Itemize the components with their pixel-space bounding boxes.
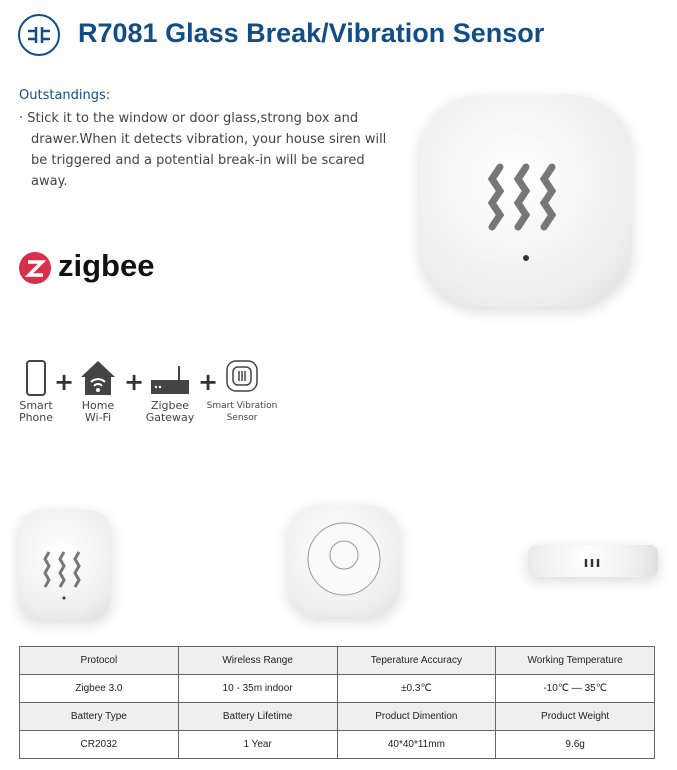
table-row <box>20 675 655 703</box>
sensor-image-back <box>288 505 400 617</box>
plus-icon: + <box>124 368 145 396</box>
table-row <box>20 731 655 759</box>
sensor-icon <box>226 360 258 396</box>
sensor-image-main <box>420 95 632 307</box>
table-row <box>20 647 655 675</box>
table-header: Product Weight <box>496 703 655 731</box>
table-header: Battery Lifetime <box>178 703 337 731</box>
page-title: R7081 Glass Break/Vibration Sensor <box>78 18 545 48</box>
sensor-image-side <box>528 545 658 577</box>
label-smart-phone: Smart Phone <box>18 399 54 424</box>
table-cell: ±0.3℃ <box>337 675 496 703</box>
table-header: Working Temperature <box>496 647 655 675</box>
table-cell: 10 - 35m indoor <box>178 675 337 703</box>
smartphone-icon <box>25 360 47 400</box>
outstandings-heading: Outstandings: <box>19 88 111 103</box>
table-header: Protocol <box>20 647 179 675</box>
outstandings-text: · Stick it to the window or door glass,strong box and drawer.When it detects vibration, your house siren will be triggered and a potential break-in will be scared away. <box>19 111 387 189</box>
table-header: Product Dimention <box>337 703 496 731</box>
table-cell: 9.6g <box>496 731 655 759</box>
label-home-wifi: Home Wi-Fi <box>81 399 115 424</box>
table-cell: CR2032 <box>20 731 179 759</box>
sensor-image-front <box>19 510 111 620</box>
label-smart-vibration-sensor: Smart Vibration Sensor <box>206 401 278 423</box>
label-zigbee-gateway: Zigbee Gateway <box>145 399 195 424</box>
table-cell: 1 Year <box>178 731 337 759</box>
brand-logo-icon <box>18 14 60 56</box>
table-row <box>20 703 655 731</box>
gateway-icon <box>150 360 190 400</box>
table-header: Wireless Range <box>178 647 337 675</box>
table-cell: -10℃ — 35℃ <box>496 675 655 703</box>
table-header: Battery Type <box>20 703 179 731</box>
zigbee-wordmark: zigbee <box>58 248 155 283</box>
plus-icon: + <box>198 368 219 396</box>
table-header: Teperature Accuracy <box>337 647 496 675</box>
table-cell: 40*40*11mm <box>337 731 496 759</box>
plus-icon: + <box>54 368 75 396</box>
table-cell: Zigbee 3.0 <box>20 675 179 703</box>
home-wifi-icon <box>80 360 116 400</box>
zigbee-logo-icon <box>19 252 51 288</box>
spec-table <box>19 646 655 759</box>
